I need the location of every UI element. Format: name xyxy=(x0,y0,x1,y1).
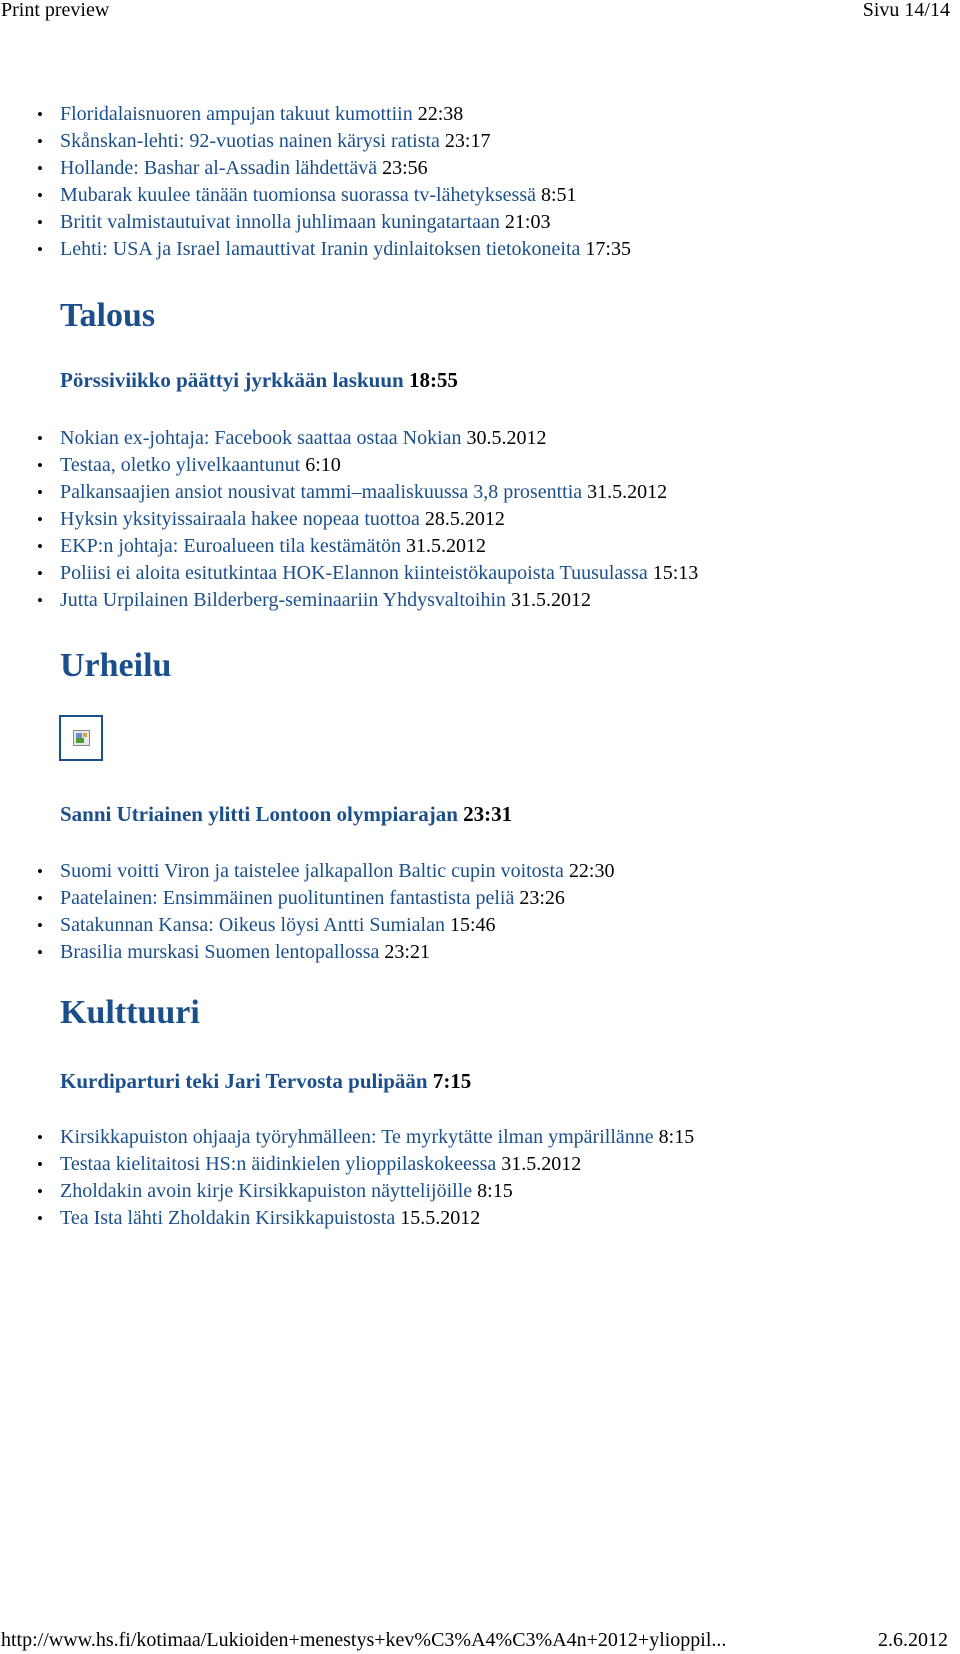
list-item[interactable] xyxy=(0,209,631,236)
news-link[interactable]: Lehti: USA ja Israel lamauttivat Iranin ydinlaitoksen tietokoneita xyxy=(60,238,581,260)
talous-lead-story[interactable] xyxy=(60,367,458,393)
kulttuuri-news-list xyxy=(0,1124,694,1232)
print-preview-title: Print preview xyxy=(1,0,110,21)
news-link[interactable]: Brasilia murskasi Suomen lentopallossa xyxy=(60,941,380,963)
talous-news-list xyxy=(0,425,698,614)
news-link[interactable]: Testaa kielitaitosi HS:n äidinkielen ylioppilaskokeessa xyxy=(60,1153,497,1175)
news-time: 17:35 xyxy=(585,238,631,260)
news-time: 22:30 xyxy=(568,860,615,882)
news-link[interactable]: Skånskan-lehti: 92-vuotias nainen kärysi ratista xyxy=(60,130,440,152)
list-item[interactable] xyxy=(0,912,614,939)
section-heading-talous: Talous xyxy=(60,297,156,334)
news-link[interactable]: Palkansaajien ansiot nousivat tammi–maaliskuussa 3,8 prosenttia xyxy=(60,481,583,503)
news-time: 31.5.2012 xyxy=(406,535,487,557)
news-link[interactable]: Hyksin yksityissairaala hakee nopeaa tuottoa xyxy=(60,508,420,530)
news-time: 30.5.2012 xyxy=(466,427,547,449)
list-item[interactable] xyxy=(0,1124,694,1151)
news-time: 15:13 xyxy=(652,562,699,584)
list-item[interactable] xyxy=(0,560,698,587)
lead-story-time: 18:55 xyxy=(408,368,458,392)
list-item[interactable] xyxy=(0,155,631,182)
list-item[interactable] xyxy=(0,533,698,560)
news-time: 31.5.2012 xyxy=(501,1153,582,1175)
news-time: 6:10 xyxy=(305,454,341,476)
news-link[interactable]: Hollande: Bashar al-Assadin lähdettävä xyxy=(60,157,378,179)
list-item[interactable] xyxy=(0,885,614,912)
kulttuuri-lead-story[interactable] xyxy=(60,1068,471,1094)
news-time: 15.5.2012 xyxy=(400,1207,481,1229)
list-item[interactable] xyxy=(0,425,698,452)
news-link[interactable]: Britit valmistautuivat innolla juhlimaan kuningatartaan xyxy=(60,211,500,233)
list-item[interactable] xyxy=(0,858,614,885)
section-heading-kulttuuri: Kulttuuri xyxy=(60,994,200,1031)
list-item[interactable] xyxy=(0,101,631,128)
news-time: 15:46 xyxy=(449,914,496,936)
list-item[interactable] xyxy=(0,587,698,614)
list-item[interactable] xyxy=(0,128,631,155)
list-item[interactable] xyxy=(0,1205,694,1232)
list-item[interactable] xyxy=(0,236,631,263)
list-item[interactable] xyxy=(0,939,614,966)
news-time: 23:17 xyxy=(444,130,491,152)
news-link[interactable]: EKP:n johtaja: Euroalueen tila kestämätön xyxy=(60,535,402,557)
news-link[interactable]: Paatelainen: Ensimmäinen puolituntinen fantastista peliä xyxy=(60,887,515,909)
lead-story-time: 23:31 xyxy=(463,802,513,826)
section-heading-urheilu: Urheilu xyxy=(60,647,172,684)
news-time: 21:03 xyxy=(504,211,551,233)
lead-story-link[interactable]: Kurdiparturi teki Jari Tervosta pulipään xyxy=(60,1069,428,1093)
urheilu-news-list xyxy=(0,858,614,966)
list-item[interactable] xyxy=(0,1178,694,1205)
list-item[interactable] xyxy=(0,479,698,506)
news-link[interactable]: Testaa, oletko ylivelkaantunut xyxy=(60,454,301,476)
lead-story-link[interactable]: Pörssiviikko päättyi jyrkkään laskuun xyxy=(60,368,404,392)
news-time: 8:15 xyxy=(477,1180,513,1202)
page-indicator: Sivu 14/14 xyxy=(862,0,950,21)
news-link[interactable]: Jutta Urpilainen Bilderberg-seminaariin Yhdysvaltoihin xyxy=(60,589,507,611)
news-link[interactable]: Tea Ista lähti Zholdakin Kirsikkapuistosta xyxy=(60,1207,396,1229)
list-item[interactable] xyxy=(0,452,698,479)
image-hill xyxy=(76,738,84,743)
news-link[interactable]: Poliisi ei aloita esitutkintaa HOK-Elannon kiinteistökaupoista Tuusulassa xyxy=(60,562,648,584)
page-url: http://www.hs.fi/kotimaa/Lukioiden+menestys+kev%C3%A4%C3%A4n+2012+ylioppil... xyxy=(1,1629,727,1651)
news-link[interactable]: Suomi voitti Viron ja taistelee jalkapallon Baltic cupin voitosta xyxy=(60,860,564,882)
news-time: 8:15 xyxy=(658,1126,695,1148)
news-link[interactable]: Floridalaisnuoren ampujan takuut kumottiin xyxy=(60,103,413,125)
news-time: 23:56 xyxy=(382,157,428,179)
list-item[interactable] xyxy=(0,506,698,533)
news-link[interactable]: Mubarak kuulee tänään tuomionsa suorassa tv-lähetyksessä xyxy=(60,184,536,206)
print-date: 2.6.2012 xyxy=(878,1629,948,1651)
lead-story-time: 7:15 xyxy=(432,1069,472,1093)
news-time: 23:26 xyxy=(519,887,565,909)
lead-story-link[interactable]: Sanni Utriainen ylitti Lontoon olympiarajan xyxy=(60,802,458,826)
urheilu-lead-story[interactable] xyxy=(60,801,512,827)
list-item[interactable] xyxy=(0,1151,694,1178)
news-link[interactable]: Satakunnan Kansa: Oikeus löysi Antti Sumialan xyxy=(60,914,445,936)
news-time: 31.5.2012 xyxy=(587,481,668,503)
image-sun xyxy=(83,733,87,737)
news-time: 31.5.2012 xyxy=(511,589,592,611)
image-placeholder-icon xyxy=(73,730,90,746)
news-link[interactable]: Kirsikkapuiston ohjaaja työryhmälleen: Te myrkytätte ilman ympärillänne xyxy=(60,1126,654,1148)
news-link[interactable]: Zholdakin avoin kirje Kirsikkapuiston näyttelijöille xyxy=(60,1180,473,1202)
list-item[interactable] xyxy=(0,182,631,209)
news-time: 22:38 xyxy=(417,103,464,125)
news-time: 23:21 xyxy=(384,941,430,963)
news-time: 28.5.2012 xyxy=(424,508,505,530)
broken-image-icon[interactable] xyxy=(59,715,103,761)
ulkomaat-news-list xyxy=(0,101,631,263)
news-link[interactable]: Nokian ex-johtaja: Facebook saattaa ostaa Nokian xyxy=(60,427,462,449)
news-time: 8:51 xyxy=(540,184,577,206)
